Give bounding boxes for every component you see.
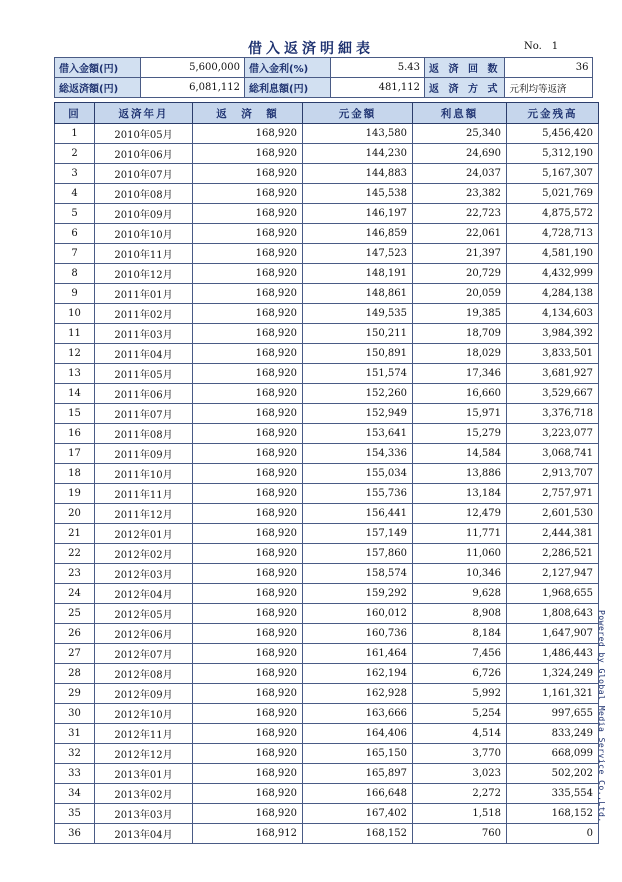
cell-payment: 168,920 — [193, 624, 303, 644]
cell-balance: 833,249 — [507, 724, 599, 744]
cell-balance: 3,068,741 — [507, 444, 599, 464]
cell-payment: 168,920 — [193, 184, 303, 204]
page-title: 借入返済明細表 — [248, 41, 374, 57]
cell-period: 35 — [55, 804, 95, 824]
repayment-method-value: 元利均等返済 — [505, 78, 593, 98]
payment-count-label: 返 済 回 数 — [425, 58, 505, 78]
table-row — [55, 244, 599, 264]
cell-balance: 4,432,999 — [507, 264, 599, 284]
cell-period: 28 — [55, 664, 95, 684]
cell-balance: 1,647,907 — [507, 624, 599, 644]
cell-interest: 19,385 — [413, 304, 507, 324]
cell-date: 2012年08月 — [95, 664, 193, 684]
cell-period: 29 — [55, 684, 95, 704]
cell-principal: 152,260 — [303, 384, 413, 404]
cell-date: 2010年08月 — [95, 184, 193, 204]
cell-payment: 168,912 — [193, 824, 303, 844]
cell-payment: 168,920 — [193, 364, 303, 384]
cell-payment: 168,920 — [193, 704, 303, 724]
repayment-schedule-table — [54, 102, 599, 844]
cell-period: 32 — [55, 744, 95, 764]
cell-period: 3 — [55, 164, 95, 184]
cell-balance: 3,833,501 — [507, 344, 599, 364]
cell-interest: 15,279 — [413, 424, 507, 444]
cell-interest: 22,061 — [413, 224, 507, 244]
cell-balance: 3,529,667 — [507, 384, 599, 404]
cell-payment: 168,920 — [193, 804, 303, 824]
cell-balance: 4,875,572 — [507, 204, 599, 224]
cell-payment: 168,920 — [193, 244, 303, 264]
table-row — [55, 424, 599, 444]
cell-interest: 23,382 — [413, 184, 507, 204]
document-number — [524, 41, 558, 52]
cell-principal: 147,523 — [303, 244, 413, 264]
cell-payment: 168,920 — [193, 604, 303, 624]
table-row — [55, 204, 599, 224]
cell-principal: 150,891 — [303, 344, 413, 364]
cell-interest: 13,184 — [413, 484, 507, 504]
table-row — [55, 324, 599, 344]
cell-principal: 156,441 — [303, 504, 413, 524]
table-row — [55, 384, 599, 404]
cell-interest: 4,514 — [413, 724, 507, 744]
cell-principal: 144,230 — [303, 144, 413, 164]
cell-interest: 24,037 — [413, 164, 507, 184]
cell-principal: 157,149 — [303, 524, 413, 544]
table-row — [55, 744, 599, 764]
cell-interest: 25,340 — [413, 124, 507, 144]
cell-interest: 8,908 — [413, 604, 507, 624]
cell-interest: 24,690 — [413, 144, 507, 164]
cell-principal: 152,949 — [303, 404, 413, 424]
cell-period: 12 — [55, 344, 95, 364]
cell-payment: 168,920 — [193, 224, 303, 244]
table-row — [55, 624, 599, 644]
table-row — [55, 224, 599, 244]
cell-interest: 10,346 — [413, 564, 507, 584]
cell-payment: 168,920 — [193, 664, 303, 684]
loan-amount-label: 借入金額(円) — [55, 58, 141, 78]
cell-date: 2013年03月 — [95, 804, 193, 824]
cell-interest: 12,479 — [413, 504, 507, 524]
cell-payment: 168,920 — [193, 304, 303, 324]
cell-interest: 7,456 — [413, 644, 507, 664]
cell-payment: 168,920 — [193, 464, 303, 484]
cell-period: 18 — [55, 464, 95, 484]
cell-interest: 20,729 — [413, 264, 507, 284]
table-row — [55, 264, 599, 284]
table-row — [55, 544, 599, 564]
cell-date: 2010年05月 — [95, 124, 193, 144]
cell-balance: 3,223,077 — [507, 424, 599, 444]
cell-balance: 2,601,530 — [507, 504, 599, 524]
cell-payment: 168,920 — [193, 204, 303, 224]
cell-interest: 21,397 — [413, 244, 507, 264]
cell-principal: 154,336 — [303, 444, 413, 464]
cell-period: 17 — [55, 444, 95, 464]
cell-balance: 3,984,392 — [507, 324, 599, 344]
table-row — [55, 524, 599, 544]
cell-principal: 167,402 — [303, 804, 413, 824]
cell-payment: 168,920 — [193, 344, 303, 364]
cell-balance: 4,581,190 — [507, 244, 599, 264]
cell-balance: 4,284,138 — [507, 284, 599, 304]
cell-principal: 151,574 — [303, 364, 413, 384]
cell-date: 2010年12月 — [95, 264, 193, 284]
column-header-balance: 元金残高 — [507, 103, 599, 124]
interest-rate-value: 5.43 — [331, 58, 425, 78]
summary-table — [54, 57, 593, 98]
cell-principal: 163,666 — [303, 704, 413, 724]
cell-balance: 2,757,971 — [507, 484, 599, 504]
table-row — [55, 764, 599, 784]
cell-period: 36 — [55, 824, 95, 844]
cell-date: 2011年11月 — [95, 484, 193, 504]
cell-period: 20 — [55, 504, 95, 524]
cell-balance: 5,312,190 — [507, 144, 599, 164]
cell-date: 2012年02月 — [95, 544, 193, 564]
cell-date: 2011年02月 — [95, 304, 193, 324]
cell-balance: 502,202 — [507, 764, 599, 784]
cell-date: 2012年05月 — [95, 604, 193, 624]
cell-balance: 2,913,707 — [507, 464, 599, 484]
cell-balance: 1,324,249 — [507, 664, 599, 684]
cell-principal: 155,736 — [303, 484, 413, 504]
column-header-period: 回 — [55, 103, 95, 124]
number-value: 1 — [551, 41, 559, 52]
cell-interest: 3,023 — [413, 764, 507, 784]
table-row — [55, 284, 599, 304]
cell-principal: 159,292 — [303, 584, 413, 604]
cell-principal: 157,860 — [303, 544, 413, 564]
cell-payment: 168,920 — [193, 164, 303, 184]
table-row — [55, 704, 599, 724]
cell-principal: 166,648 — [303, 784, 413, 804]
cell-period: 27 — [55, 644, 95, 664]
cell-date: 2012年09月 — [95, 684, 193, 704]
cell-balance: 668,099 — [507, 744, 599, 764]
cell-interest: 22,723 — [413, 204, 507, 224]
cell-payment: 168,920 — [193, 324, 303, 344]
table-row — [55, 184, 599, 204]
cell-date: 2011年08月 — [95, 424, 193, 444]
cell-period: 15 — [55, 404, 95, 424]
cell-payment: 168,920 — [193, 424, 303, 444]
cell-balance: 2,127,947 — [507, 564, 599, 584]
cell-period: 13 — [55, 364, 95, 384]
cell-payment: 168,920 — [193, 384, 303, 404]
cell-date: 2013年04月 — [95, 824, 193, 844]
cell-balance: 5,456,420 — [507, 124, 599, 144]
cell-payment: 168,920 — [193, 724, 303, 744]
table-row — [55, 504, 599, 524]
cell-balance: 4,728,713 — [507, 224, 599, 244]
cell-interest: 5,254 — [413, 704, 507, 724]
cell-balance: 3,376,718 — [507, 404, 599, 424]
cell-principal: 164,406 — [303, 724, 413, 744]
table-row — [55, 644, 599, 664]
column-header-date: 返済年月 — [95, 103, 193, 124]
cell-period: 30 — [55, 704, 95, 724]
cell-payment: 168,920 — [193, 764, 303, 784]
cell-interest: 17,346 — [413, 364, 507, 384]
table-body — [55, 124, 599, 844]
cell-period: 19 — [55, 484, 95, 504]
cell-interest: 14,584 — [413, 444, 507, 464]
cell-principal: 158,574 — [303, 564, 413, 584]
cell-principal: 160,736 — [303, 624, 413, 644]
table-row — [55, 364, 599, 384]
cell-period: 24 — [55, 584, 95, 604]
cell-date: 2012年04月 — [95, 584, 193, 604]
table-row — [55, 164, 599, 184]
number-label: No. — [524, 41, 542, 52]
cell-interest: 5,992 — [413, 684, 507, 704]
cell-payment: 168,920 — [193, 264, 303, 284]
cell-principal: 150,211 — [303, 324, 413, 344]
cell-payment: 168,920 — [193, 124, 303, 144]
cell-date: 2012年06月 — [95, 624, 193, 644]
cell-payment: 168,920 — [193, 564, 303, 584]
cell-principal: 149,535 — [303, 304, 413, 324]
cell-date: 2010年06月 — [95, 144, 193, 164]
cell-interest: 11,771 — [413, 524, 507, 544]
table-row — [55, 784, 599, 804]
cell-interest: 13,886 — [413, 464, 507, 484]
cell-payment: 168,920 — [193, 524, 303, 544]
cell-date: 2011年10月 — [95, 464, 193, 484]
cell-date: 2011年03月 — [95, 324, 193, 344]
table-row — [55, 804, 599, 824]
cell-balance: 1,486,443 — [507, 644, 599, 664]
cell-period: 8 — [55, 264, 95, 284]
table-row — [55, 584, 599, 604]
cell-date: 2012年11月 — [95, 724, 193, 744]
cell-period: 21 — [55, 524, 95, 544]
cell-period: 22 — [55, 544, 95, 564]
cell-period: 7 — [55, 244, 95, 264]
cell-date: 2012年03月 — [95, 564, 193, 584]
cell-principal: 161,464 — [303, 644, 413, 664]
table-row — [55, 304, 599, 324]
cell-balance: 5,167,307 — [507, 164, 599, 184]
cell-period: 16 — [55, 424, 95, 444]
cell-principal: 162,194 — [303, 664, 413, 684]
cell-interest: 8,184 — [413, 624, 507, 644]
cell-payment: 168,920 — [193, 404, 303, 424]
cell-date: 2011年12月 — [95, 504, 193, 524]
cell-date: 2010年09月 — [95, 204, 193, 224]
cell-payment: 168,920 — [193, 784, 303, 804]
cell-date: 2010年10月 — [95, 224, 193, 244]
cell-date: 2010年07月 — [95, 164, 193, 184]
cell-date: 2012年07月 — [95, 644, 193, 664]
table-row — [55, 404, 599, 424]
table-row — [55, 344, 599, 364]
payment-count-value: 36 — [505, 58, 593, 78]
cell-balance: 1,161,321 — [507, 684, 599, 704]
cell-period: 34 — [55, 784, 95, 804]
cell-period: 31 — [55, 724, 95, 744]
cell-principal: 144,883 — [303, 164, 413, 184]
cell-balance: 335,554 — [507, 784, 599, 804]
cell-balance: 1,808,643 — [507, 604, 599, 624]
cell-principal: 155,034 — [303, 464, 413, 484]
cell-payment: 168,920 — [193, 644, 303, 664]
table-row — [55, 664, 599, 684]
table-row — [55, 464, 599, 484]
cell-period: 26 — [55, 624, 95, 644]
cell-interest: 2,272 — [413, 784, 507, 804]
credit-text: Powered by Global Media Service Co.,Ltd. — [597, 610, 606, 823]
cell-period: 6 — [55, 224, 95, 244]
cell-payment: 168,920 — [193, 584, 303, 604]
cell-period: 5 — [55, 204, 95, 224]
cell-interest: 18,029 — [413, 344, 507, 364]
cell-principal: 143,580 — [303, 124, 413, 144]
column-header-payment: 返 済 額 — [193, 103, 303, 124]
cell-interest: 15,971 — [413, 404, 507, 424]
cell-principal: 168,152 — [303, 824, 413, 844]
cell-payment: 168,920 — [193, 684, 303, 704]
cell-principal: 146,859 — [303, 224, 413, 244]
cell-date: 2011年06月 — [95, 384, 193, 404]
cell-period: 23 — [55, 564, 95, 584]
summary-row — [55, 58, 593, 78]
cell-interest: 11,060 — [413, 544, 507, 564]
cell-principal: 145,538 — [303, 184, 413, 204]
cell-interest: 20,059 — [413, 284, 507, 304]
summary-row — [55, 78, 593, 98]
cell-principal: 160,012 — [303, 604, 413, 624]
cell-date: 2013年02月 — [95, 784, 193, 804]
cell-interest: 16,660 — [413, 384, 507, 404]
cell-payment: 168,920 — [193, 544, 303, 564]
repayment-method-label: 返 済 方 式 — [425, 78, 505, 98]
cell-period: 9 — [55, 284, 95, 304]
cell-balance: 997,655 — [507, 704, 599, 724]
cell-principal: 165,150 — [303, 744, 413, 764]
cell-date: 2012年01月 — [95, 524, 193, 544]
cell-date: 2012年10月 — [95, 704, 193, 724]
cell-interest: 9,628 — [413, 584, 507, 604]
loan-amount-value: 5,600,000 — [141, 58, 245, 78]
cell-principal: 162,928 — [303, 684, 413, 704]
table-row — [55, 444, 599, 464]
cell-payment: 168,920 — [193, 744, 303, 764]
cell-interest: 3,770 — [413, 744, 507, 764]
cell-date: 2011年05月 — [95, 364, 193, 384]
interest-rate-label: 借入金利(%) — [245, 58, 331, 78]
table-row — [55, 144, 599, 164]
cell-principal: 153,641 — [303, 424, 413, 444]
cell-principal: 146,197 — [303, 204, 413, 224]
cell-date: 2013年01月 — [95, 764, 193, 784]
cell-payment: 168,920 — [193, 444, 303, 464]
cell-date: 2011年07月 — [95, 404, 193, 424]
table-row — [55, 124, 599, 144]
cell-period: 14 — [55, 384, 95, 404]
cell-principal: 165,897 — [303, 764, 413, 784]
cell-period: 25 — [55, 604, 95, 624]
cell-date: 2012年12月 — [95, 744, 193, 764]
table-row — [55, 604, 599, 624]
cell-payment: 168,920 — [193, 284, 303, 304]
cell-balance: 5,021,769 — [507, 184, 599, 204]
cell-balance: 1,968,655 — [507, 584, 599, 604]
cell-interest: 6,726 — [413, 664, 507, 684]
cell-date: 2010年11月 — [95, 244, 193, 264]
cell-period: 2 — [55, 144, 95, 164]
cell-period: 4 — [55, 184, 95, 204]
cell-balance: 2,444,381 — [507, 524, 599, 544]
cell-period: 1 — [55, 124, 95, 144]
table-row — [55, 684, 599, 704]
cell-balance: 168,152 — [507, 804, 599, 824]
table-row — [55, 824, 599, 844]
cell-balance: 4,134,603 — [507, 304, 599, 324]
cell-interest: 1,518 — [413, 804, 507, 824]
cell-principal: 148,861 — [303, 284, 413, 304]
cell-balance: 3,681,927 — [507, 364, 599, 384]
cell-payment: 168,920 — [193, 144, 303, 164]
cell-date: 2011年04月 — [95, 344, 193, 364]
cell-period: 10 — [55, 304, 95, 324]
total-interest-label: 総利息額(円) — [245, 78, 331, 98]
total-repayment-value: 6,081,112 — [141, 78, 245, 98]
cell-balance: 0 — [507, 824, 599, 844]
cell-period: 11 — [55, 324, 95, 344]
cell-principal: 148,191 — [303, 264, 413, 284]
cell-interest: 18,709 — [413, 324, 507, 344]
table-row — [55, 564, 599, 584]
cell-balance: 2,286,521 — [507, 544, 599, 564]
total-repayment-label: 総返済額(円) — [55, 78, 141, 98]
cell-date: 2011年09月 — [95, 444, 193, 464]
column-header-principal: 元金額 — [303, 103, 413, 124]
cell-interest: 760 — [413, 824, 507, 844]
table-row — [55, 724, 599, 744]
cell-period: 33 — [55, 764, 95, 784]
cell-date: 2011年01月 — [95, 284, 193, 304]
column-header-interest: 利息額 — [413, 103, 507, 124]
cell-payment: 168,920 — [193, 504, 303, 524]
cell-payment: 168,920 — [193, 484, 303, 504]
table-header-row — [55, 103, 599, 124]
table-row — [55, 484, 599, 504]
total-interest-value: 481,112 — [331, 78, 425, 98]
